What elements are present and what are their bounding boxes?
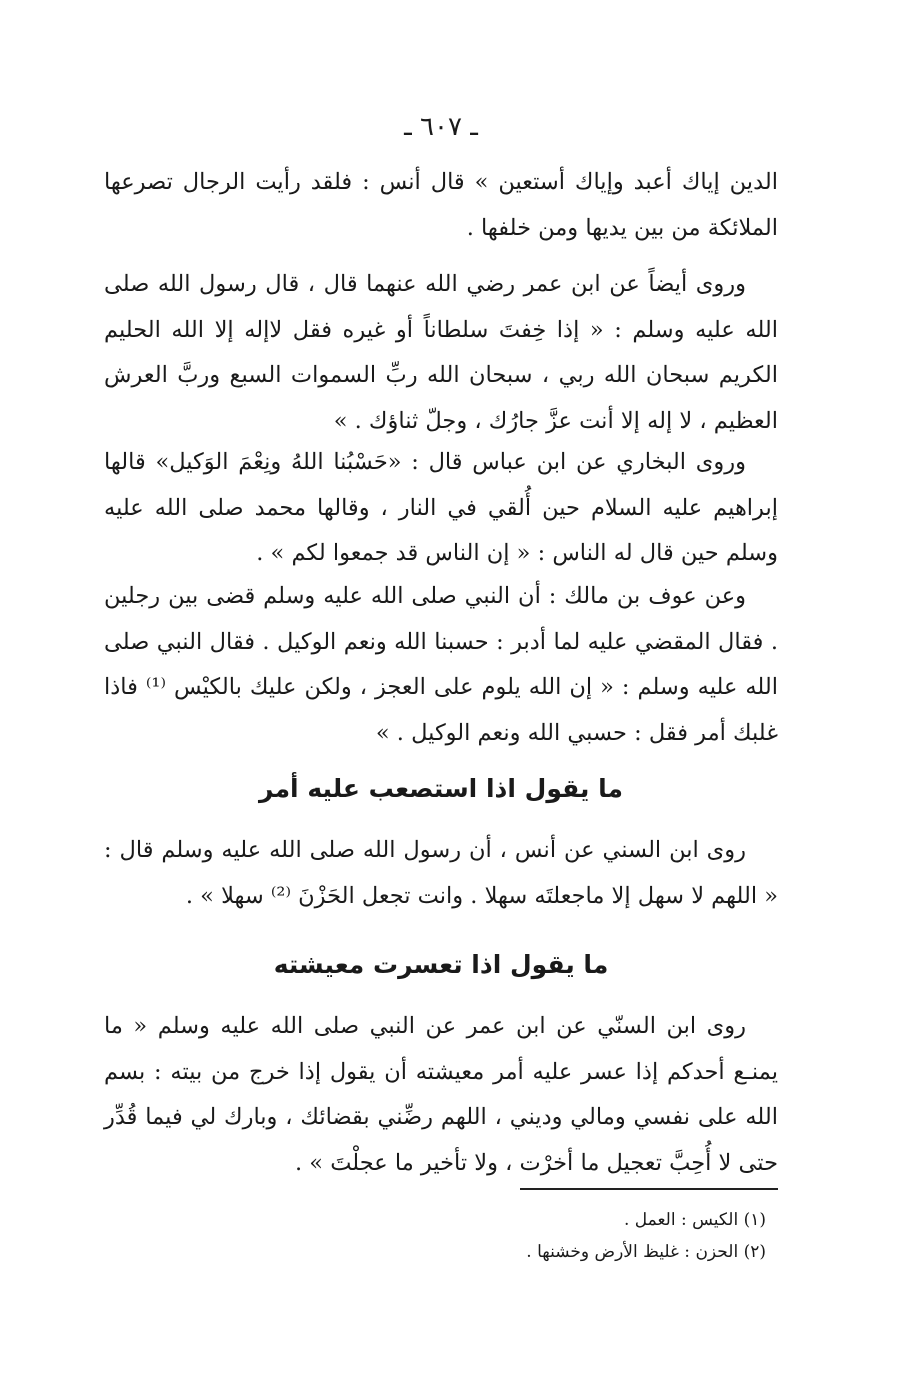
page-number: ـ ٦٠٧ ـ: [404, 112, 478, 142]
paragraph-bukhari: وروى البخاري عن ابن عباس قال : «حَسْبُنا اللهُ ونِعْمَ الوَكيل» قالها إبراهيم عليه السلام حين أُلقي في النار ، وقالها محمد صلى الله عليه وسلم حين قال له الناس : « إن الناس قد جمعوا لكم » .: [104, 449, 778, 566]
footnote-divider: [520, 1188, 778, 1190]
paragraph-awf: وعن عوف بن مالك : أن النبي صلى الله عليه وسلم قضى بين رجلين . فقال المقضي عليه لما أدبر : حسبنا الله ونعم الوكيل . فقال النبي صلى الله عليه وسلم : « إن الله يلوم على العجز ، ولكن عليك بالكيْس ⁽¹⁾ فاذا غلبك أمر فقل : حسبي الله ونعم الوكيل . »: [104, 583, 778, 746]
section-heading-difficulty: ما يقول اذا استصعب عليه أمر: [259, 774, 623, 803]
paragraph-ibn-sunni-umar: روى ابن السنّي عن ابن عمر عن النبي صلى الله عليه وسلم « ما يمنـع أحدكم إذا عسر عليه أمر معيشته أن يقول إذا خرج من بيته : بسم الله على نفسي ومالي وديني ، اللهم رضِّني بقضائك ، وبارك لي فيما قُدِّر حتى لا أُحِبَّ تعجيل ما أخرْت ، ولا تأخير ما عجلْتَ » .: [104, 1013, 778, 1176]
section-heading-livelihood: ما يقول اذا تعسرت معيشته: [273, 950, 609, 979]
footnote-1: (١) الكيس : العمل .: [623, 1210, 766, 1230]
document-page: [104, 0, 778, 1399]
paragraph-continuation: الدين إياك أعبد وإياك أستعين » قال أنس : فلقد رأيت الرجال تصرعها الملائكة من بين يديها ومن خلفها .: [104, 169, 778, 241]
footnote-2: (٢) الحزن : غليظ الأرض وخشنها .: [526, 1242, 766, 1262]
paragraph-ibn-sunni-anas: روى ابن السني عن أنس ، أن رسول الله صلى الله عليه وسلم قال : « اللهم لا سهل إلا ماجعلتَه سهلا . وانت تجعل الحَزْنَ ⁽²⁾ سهلا » .: [104, 837, 778, 909]
paragraph-ibn-umar: وروى أيضاً عن ابن عمر رضي الله عنهما قال ، قال رسول الله صلى الله عليه وسلم : « إذا خِفتَ سلطاناً أو غيره فقل لاإله إلا الله الحليم الكريم سبحان الله ربي ، سبحان الله ربِّ السموات السبع وربَّ العرش العظيم ، لا إله إلا أنت عزَّ جارُك ، وجلّ ثناؤك . »: [104, 271, 778, 434]
